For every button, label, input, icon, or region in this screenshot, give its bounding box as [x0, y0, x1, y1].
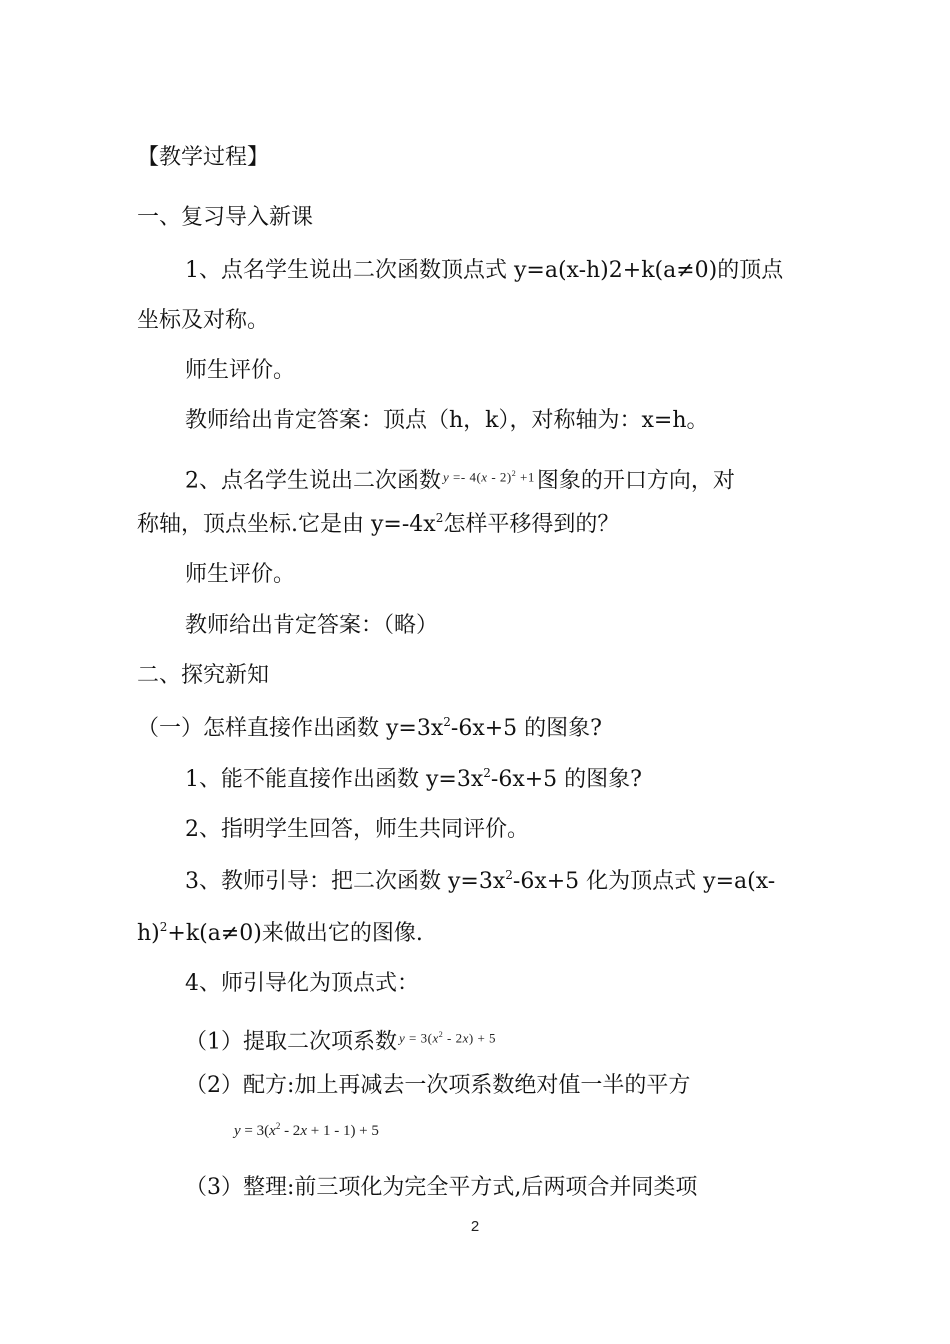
step1: （1）提取二次项系数 $y = 3(x^2 - 2x) + 5$ — [185, 1020, 498, 1057]
step2: （2）配方:加上再减去一次项系数绝对值一半的平方 — [185, 1073, 691, 1098]
formula-image-step2: $y = 3(x^2 - 2x + 1 - 1) + 5$ — [234, 1121, 379, 1139]
page-number: 2 — [470, 1218, 480, 1235]
part2-heading: 二、探究新知 — [137, 663, 270, 688]
eval1: 师生评价。 — [185, 358, 296, 383]
formula-image-y-minus4: y =- 4(x - 2)$^2$ +1 — [443, 469, 535, 485]
sub1-heading: （一）怎样直接作出函数 $y=3x^2-6x+5$ 的图象? — [137, 715, 602, 741]
item2-line-a — [185, 459, 735, 496]
item2-prefix: 2、点名学生说出二次函数 — [185, 468, 441, 494]
q3-line-b: h)$^2$+k(a≠0)来做出它的图像. — [137, 920, 423, 946]
formula-image-step1: $y = 3(x^2 - 2x) + 5$ — [399, 1030, 497, 1046]
item1-line-b: 坐标及对称。 — [137, 308, 270, 333]
eval2: 师生评价。 — [185, 562, 296, 587]
item1-line-a: 1、点名学生说出二次函数顶点式 y=a(x-h)2+k(a≠0)的顶点 — [185, 258, 784, 283]
q1: 1、能不能直接作出函数 $y=3x^2-6x+5$ 的图象? — [185, 766, 642, 792]
answer1: 教师给出肯定答案：顶点（h，k），对称轴为：x=h。 — [185, 408, 709, 433]
q2: 2、指明学生回答，师生共同评价。 — [185, 817, 529, 842]
q4: 4、师引导化为顶点式： — [185, 971, 419, 996]
step3: （3）整理:前三项化为完全平方式,后两项合并同类项 — [185, 1175, 698, 1200]
section-title: 【教学过程】 — [137, 145, 270, 170]
answer2: 教师给出肯定答案：（略） — [185, 613, 439, 638]
item2-line-b: 称轴，顶点坐标.它是由 $y=-4x^2$怎样平移得到的？ — [137, 511, 620, 537]
part1-heading: 一、复习导入新课 — [137, 205, 314, 230]
item2-suffix: 图象的开口方向，对 — [536, 468, 735, 494]
q3-line-a: 3、教师引导：把二次函数 $y=3x^2-6x+5$ 化为顶点式 y=a(x- — [185, 868, 776, 894]
